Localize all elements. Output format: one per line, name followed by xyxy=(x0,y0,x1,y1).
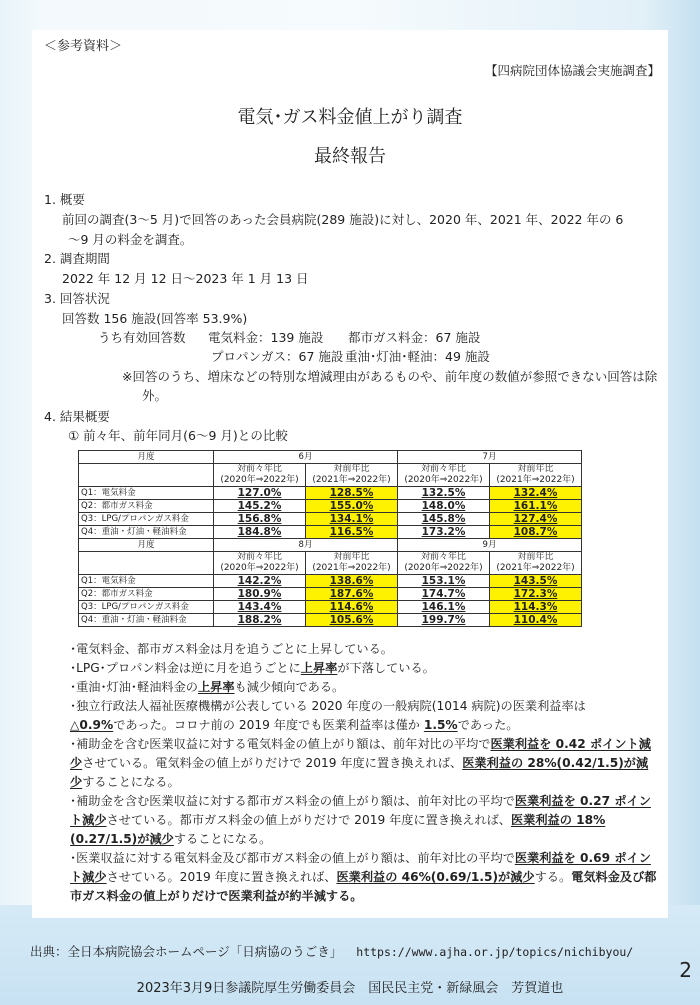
percent-value: 116.5% xyxy=(329,526,374,538)
emphasis-text: 上昇率 xyxy=(197,680,235,694)
table-subheader-row xyxy=(79,552,582,575)
emphasis-text: △0.9% xyxy=(70,718,114,732)
row-label: Q2：都市ガス料金 xyxy=(79,500,214,513)
table-subheader-row xyxy=(79,464,582,487)
percent-value: 110.4% xyxy=(513,614,558,626)
percent-value: 132.4% xyxy=(513,487,558,499)
finding-item xyxy=(70,678,660,697)
exclusion-note-line2: 外。 xyxy=(142,388,168,403)
comparison-table xyxy=(78,450,582,627)
col-header-text: 対前年比 xyxy=(333,552,370,562)
col-header-range: (2021年⇒2022年) xyxy=(312,563,391,573)
col-header-prev2 xyxy=(398,552,490,575)
percent-value: 172.3% xyxy=(513,588,558,600)
value-cell-highlighted xyxy=(306,614,398,627)
emphasis-text: 医業利益の 28%(0.42/1.5)が減少 xyxy=(70,756,649,789)
table-row xyxy=(79,500,582,513)
finding-item xyxy=(70,735,660,792)
finding-text: ･補助金を含む医業収益に対する都市ガス料金の値上がり額は、前年対比の平均で xyxy=(70,794,515,808)
col-header-text: 対前々年比 xyxy=(236,464,282,474)
col-header-range: (2020年⇒2022年) xyxy=(220,563,299,573)
value-cell xyxy=(398,513,490,526)
finding-text: ･医業収益に対する電気料金及び都市ガス料金の値上がり額は、前年対比の平均で xyxy=(70,851,515,865)
percent-value: 145.2% xyxy=(237,500,282,512)
value-cell-highlighted xyxy=(306,487,398,500)
finding-text: させている。都市ガス料金の値上がりだけで 2019 年度に置き換えれば、 xyxy=(106,813,511,827)
percent-value: 161.1% xyxy=(513,500,558,512)
col-header-range: (2020年⇒2022年) xyxy=(404,475,483,485)
finding-text: であった。 xyxy=(457,718,519,732)
col-header-prev2 xyxy=(398,464,490,487)
percent-value: 199.7% xyxy=(421,614,466,626)
finding-text: させている。電気料金の値上がりだけで 2019 年度に置き換えれば、 xyxy=(82,756,463,770)
month-cell: 6月 xyxy=(214,451,398,464)
table-row xyxy=(79,526,582,539)
value-cell-highlighted xyxy=(306,500,398,513)
finding-text: であった。コロナ前の 2019 年度でも医業利益率は僅か xyxy=(113,718,424,732)
finding-item xyxy=(70,697,660,735)
emphasis-text: 医業利益を 0.42 ポイント減少 xyxy=(70,737,651,770)
percent-value: 108.7% xyxy=(513,526,558,538)
value-cell xyxy=(398,487,490,500)
section-2-period: 2022 年 12 月 12 日～2023 年 1 月 13 日 xyxy=(62,271,309,286)
exclusion-note-line1: ※回答のうち、増床などの特別な増減理由があるものや、前年度の数値が参照できない回答は除 xyxy=(122,369,658,384)
percent-value: 128.5% xyxy=(329,487,374,499)
emphasis-text: 医業利益を 0.69 ポイント減少 xyxy=(70,851,651,884)
table-row xyxy=(79,513,582,526)
value-cell-highlighted xyxy=(490,487,582,500)
finding-text: ･補助金を含む医業収益に対する電気料金の値上がり額は、前年対比の平均で xyxy=(70,737,491,751)
findings-list xyxy=(70,640,660,906)
value-cell-highlighted xyxy=(490,588,582,601)
col-header-text: 対前々年比 xyxy=(420,552,466,562)
finding-item xyxy=(70,792,660,849)
row-label: Q3：LPG/プロパンガス料金 xyxy=(79,513,214,526)
percent-value: 155.0% xyxy=(329,500,374,512)
month-cell: 9月 xyxy=(398,539,582,552)
month-header-cell: 月度 xyxy=(79,451,214,464)
value-cell xyxy=(214,588,306,601)
section-1-text-line2: ～9 月の料金を調査。 xyxy=(68,232,193,247)
month-cell: 8月 xyxy=(214,539,398,552)
col-header-text: 対前年比 xyxy=(517,464,554,474)
value-cell xyxy=(214,575,306,588)
source-citation xyxy=(30,942,633,960)
table-row xyxy=(79,487,582,500)
col-header-prev1 xyxy=(490,552,582,575)
valid-oil: 重油･灯油･軽油：49 施設 xyxy=(345,349,490,364)
finding-text: ･独立行政法人福祉医療機構が公表している 2020 年度の一般病院(1014 病院)の医業利益率は xyxy=(70,699,586,713)
finding-item xyxy=(70,659,660,678)
finding-text: させている。2019 年度に置き換えれば、 xyxy=(106,870,337,884)
col-header-prev1 xyxy=(306,464,398,487)
percent-value: 127.4% xyxy=(513,513,558,525)
emphasis-text: 上昇率 xyxy=(300,661,338,675)
col-header-prev2 xyxy=(214,464,306,487)
finding-item xyxy=(70,849,660,906)
percent-value: 114.6% xyxy=(329,601,374,613)
value-cell xyxy=(398,500,490,513)
row-label: Q4：重油・灯油・軽油料金 xyxy=(79,526,214,539)
section-1-heading: 1. 概要 xyxy=(44,192,85,207)
table-row xyxy=(79,575,582,588)
presentation-credit: 2023年3月9日参議院厚生労働委員会 国民民主党・新緑風会 芳賀道也 xyxy=(136,981,564,996)
value-cell-highlighted xyxy=(306,601,398,614)
finding-text: ･電気料金、都市ガス料金は月を追うごとに上昇している。 xyxy=(70,642,393,656)
table-row xyxy=(79,601,582,614)
valid-responses-label: うち有効回答数 xyxy=(98,330,186,345)
value-cell-highlighted xyxy=(490,526,582,539)
finding-item xyxy=(70,640,660,659)
month-cell: 7月 xyxy=(398,451,582,464)
col-header-range: (2021年⇒2022年) xyxy=(312,475,391,485)
finding-text: する。 xyxy=(534,870,572,884)
finding-text: ･LPG･プロパン料金は逆に月を追うごとに xyxy=(70,661,301,675)
percent-value: 142.2% xyxy=(237,575,282,587)
col-header-text: 対前年比 xyxy=(517,552,554,562)
percent-value: 143.4% xyxy=(237,601,282,613)
value-cell-highlighted xyxy=(306,575,398,588)
table-row xyxy=(79,614,582,627)
col-header-prev2 xyxy=(214,552,306,575)
month-header-cell: 月度 xyxy=(79,539,214,552)
percent-value: 156.8% xyxy=(237,513,282,525)
percent-value: 127.0% xyxy=(237,487,282,499)
section-1-text-line1: 前回の調査(3～5 月)で回答のあった会員病院(289 施設)に対し、2020 年、2021 年、2022 年の 6 xyxy=(62,212,624,227)
valid-city-gas: 都市ガス料金：67 施設 xyxy=(348,330,481,345)
col-header-range: (2021年⇒2022年) xyxy=(496,475,575,485)
value-cell-highlighted xyxy=(490,614,582,627)
response-count: 回答数 156 施設(回答率 53.9%) xyxy=(62,311,248,326)
document-subtitle: 最終報告 xyxy=(314,146,386,167)
col-header-prev1 xyxy=(490,464,582,487)
finding-text: することになる。 xyxy=(82,775,180,789)
page-number: 2 xyxy=(679,958,692,982)
col-header-text: 対前年比 xyxy=(333,464,370,474)
row-label: Q3：LPG/プロパンガス料金 xyxy=(79,601,214,614)
percent-value: 174.7% xyxy=(421,588,466,600)
section-3-heading: 3. 回答状況 xyxy=(44,291,110,306)
value-cell-highlighted xyxy=(306,526,398,539)
row-label: Q1：電気料金 xyxy=(79,487,214,500)
emphasis-text: 医業利益の 46%(0.69/1.5)が減少 xyxy=(336,870,535,884)
finding-text: することになる。 xyxy=(173,832,272,846)
table-header-row xyxy=(79,451,582,464)
source-url: https://www.ajha.or.jp/topics/nichibyou/ xyxy=(356,945,634,959)
row-label: Q1：電気料金 xyxy=(79,575,214,588)
value-cell-highlighted xyxy=(490,513,582,526)
value-cell xyxy=(214,601,306,614)
percent-value: 153.1% xyxy=(421,575,466,587)
percent-value: 105.6% xyxy=(329,614,374,626)
table-header-row xyxy=(79,539,582,552)
emphasis-text: 1.5% xyxy=(423,718,458,732)
percent-value: 187.6% xyxy=(329,588,374,600)
percent-value: 188.2% xyxy=(237,614,282,626)
percent-value: 184.8% xyxy=(237,526,282,538)
percent-value: 143.5% xyxy=(513,575,558,587)
organization-label: 【四病院団体協議会実施調査】 xyxy=(484,63,660,78)
percent-value: 146.1% xyxy=(421,601,466,613)
section-4-subheading: ① 前々年、前年同月(6～9 月)との比較 xyxy=(68,428,288,443)
percent-value: 180.9% xyxy=(237,588,282,600)
value-cell-highlighted xyxy=(490,500,582,513)
percent-value: 114.3% xyxy=(513,601,558,613)
conclusion-text: 電気料金及び都市ガス料金の値上がりだけで医業利益が約半減する。 xyxy=(70,870,657,903)
valid-electric: 電気料金：139 施設 xyxy=(208,330,324,345)
percent-value: 148.0% xyxy=(421,500,466,512)
value-cell xyxy=(214,614,306,627)
value-cell-highlighted xyxy=(306,588,398,601)
value-cell-highlighted xyxy=(490,575,582,588)
percent-value: 138.6% xyxy=(329,575,374,587)
value-cell xyxy=(398,601,490,614)
percent-value: 173.2% xyxy=(421,526,466,538)
value-cell xyxy=(398,575,490,588)
document-title: 電気･ガス料金値上がり調査 xyxy=(237,107,463,128)
row-label: Q4：重油・灯油・軽油料金 xyxy=(79,614,214,627)
emphasis-text: 医業利益を 0.27 ポイント減少 xyxy=(70,794,651,827)
finding-text: が下落している。 xyxy=(337,661,435,675)
finding-text: ･重油･灯油･軽油料金の xyxy=(70,680,198,694)
percent-value: 145.8% xyxy=(421,513,466,525)
emphasis-text: 医業利益の 18%(0.27/1.5)が減少 xyxy=(70,813,606,846)
col-header-prev1 xyxy=(306,552,398,575)
value-cell-highlighted xyxy=(490,601,582,614)
row-label: Q2：都市ガス料金 xyxy=(79,588,214,601)
col-header-text: 対前々年比 xyxy=(236,552,282,562)
empty-header-cell xyxy=(79,552,214,575)
percent-value: 134.1% xyxy=(329,513,374,525)
percent-value: 132.5% xyxy=(421,487,466,499)
source-text: 出典：全日本病院協会ホームページ「日病協のうごき」 xyxy=(30,944,343,959)
value-cell xyxy=(214,500,306,513)
reference-label: ＜参考資料＞ xyxy=(44,39,123,54)
value-cell xyxy=(214,513,306,526)
empty-header-cell xyxy=(79,464,214,487)
col-header-range: (2021年⇒2022年) xyxy=(496,563,575,573)
table-row xyxy=(79,588,582,601)
finding-text: も減少傾向である。 xyxy=(234,680,345,694)
col-header-range: (2020年⇒2022年) xyxy=(220,475,299,485)
value-cell xyxy=(214,526,306,539)
value-cell xyxy=(398,588,490,601)
value-cell xyxy=(398,526,490,539)
value-cell-highlighted xyxy=(306,513,398,526)
section-4-heading: 4. 結果概要 xyxy=(44,409,110,424)
col-header-text: 対前々年比 xyxy=(420,464,466,474)
value-cell xyxy=(398,614,490,627)
col-header-range: (2020年⇒2022年) xyxy=(404,563,483,573)
valid-propane: プロパンガス：67 施設 xyxy=(211,349,344,364)
section-2-heading: 2. 調査期間 xyxy=(44,251,110,266)
value-cell xyxy=(214,487,306,500)
